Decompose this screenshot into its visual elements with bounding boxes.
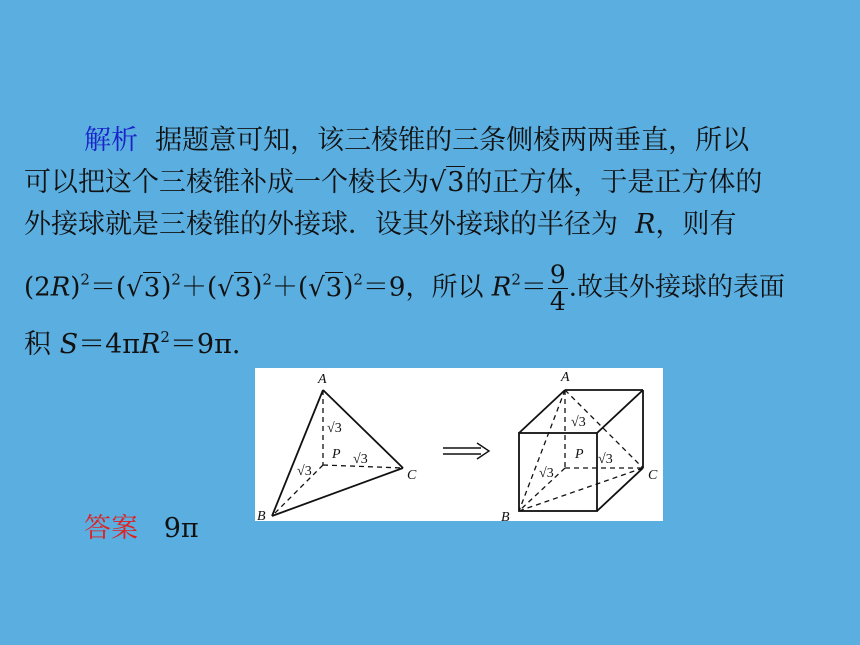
cube-edge-br	[597, 468, 643, 511]
cube-hidden-AB	[519, 390, 565, 511]
edge-BC-left	[272, 468, 403, 516]
tetrahedron-cube-diagram	[255, 368, 663, 521]
solution-line-2	[24, 166, 762, 200]
sqrt-label-left-2: √3	[297, 464, 312, 479]
solution-text-3: 外接球就是三棱锥的外接球．设其外接球的半径为	[24, 209, 618, 240]
label-P-left: P	[332, 447, 341, 462]
sqrt-label-right-2: √3	[539, 466, 554, 481]
radius-var: R	[635, 209, 656, 240]
solution-text-3b: ，则有	[655, 209, 737, 240]
sqrt-label-left-1: √3	[327, 421, 342, 436]
sqrt-term-2: √3	[217, 272, 252, 303]
cube-hidden-BC	[519, 468, 643, 511]
solution-text-2b: 的正方体，于是正方体的	[465, 167, 763, 198]
sqrt-expression: √3	[429, 167, 465, 198]
solution-line-1	[84, 124, 749, 158]
label-B-left: B	[257, 509, 266, 521]
solution-line-3	[24, 208, 737, 242]
label-P-right: P	[575, 447, 584, 462]
label-A-left: A	[318, 372, 327, 387]
label-C-left: C	[407, 468, 417, 483]
answer-value: 9π	[163, 513, 199, 544]
sqrt-label-right-1: √3	[571, 415, 586, 430]
cube-edge-tl	[519, 390, 565, 433]
sqrt-label-left-3: √3	[353, 452, 368, 467]
edge-AB-left	[272, 390, 323, 516]
fraction-9-4: $\frac{9}{4}$	[549, 260, 566, 316]
solution-text-1: 据题意可知，该三棱锥的三条侧棱两两垂直，所以	[155, 125, 750, 156]
cube-edge-tr	[597, 390, 643, 433]
sqrt-term-1: √3	[126, 272, 161, 303]
solution-keyword: 解析	[84, 125, 138, 156]
label-B-right: B	[501, 510, 510, 521]
sqrt-label-right-3: √3	[598, 452, 613, 467]
label-A-right: A	[561, 370, 570, 385]
solution-line-5: 积 $S=4\pi R^2=9\pi$.	[24, 328, 241, 360]
sqrt-term-3: √3	[308, 272, 343, 303]
arrow-head	[477, 443, 489, 459]
solution-text-2a: 可以把这个三棱锥补成一个棱长为	[24, 167, 429, 198]
geometry-figure	[255, 368, 663, 521]
answer-keyword: 答案	[84, 513, 138, 544]
answer-line	[84, 512, 199, 546]
solution-line-4: $(2R)^2=(√3)^2+(√3)^2+(√3)^2=9$，所以 $R^2=$ $\frac{9}{4}$ .故其外接球的表面	[24, 260, 786, 316]
label-C-right: C	[648, 468, 658, 483]
